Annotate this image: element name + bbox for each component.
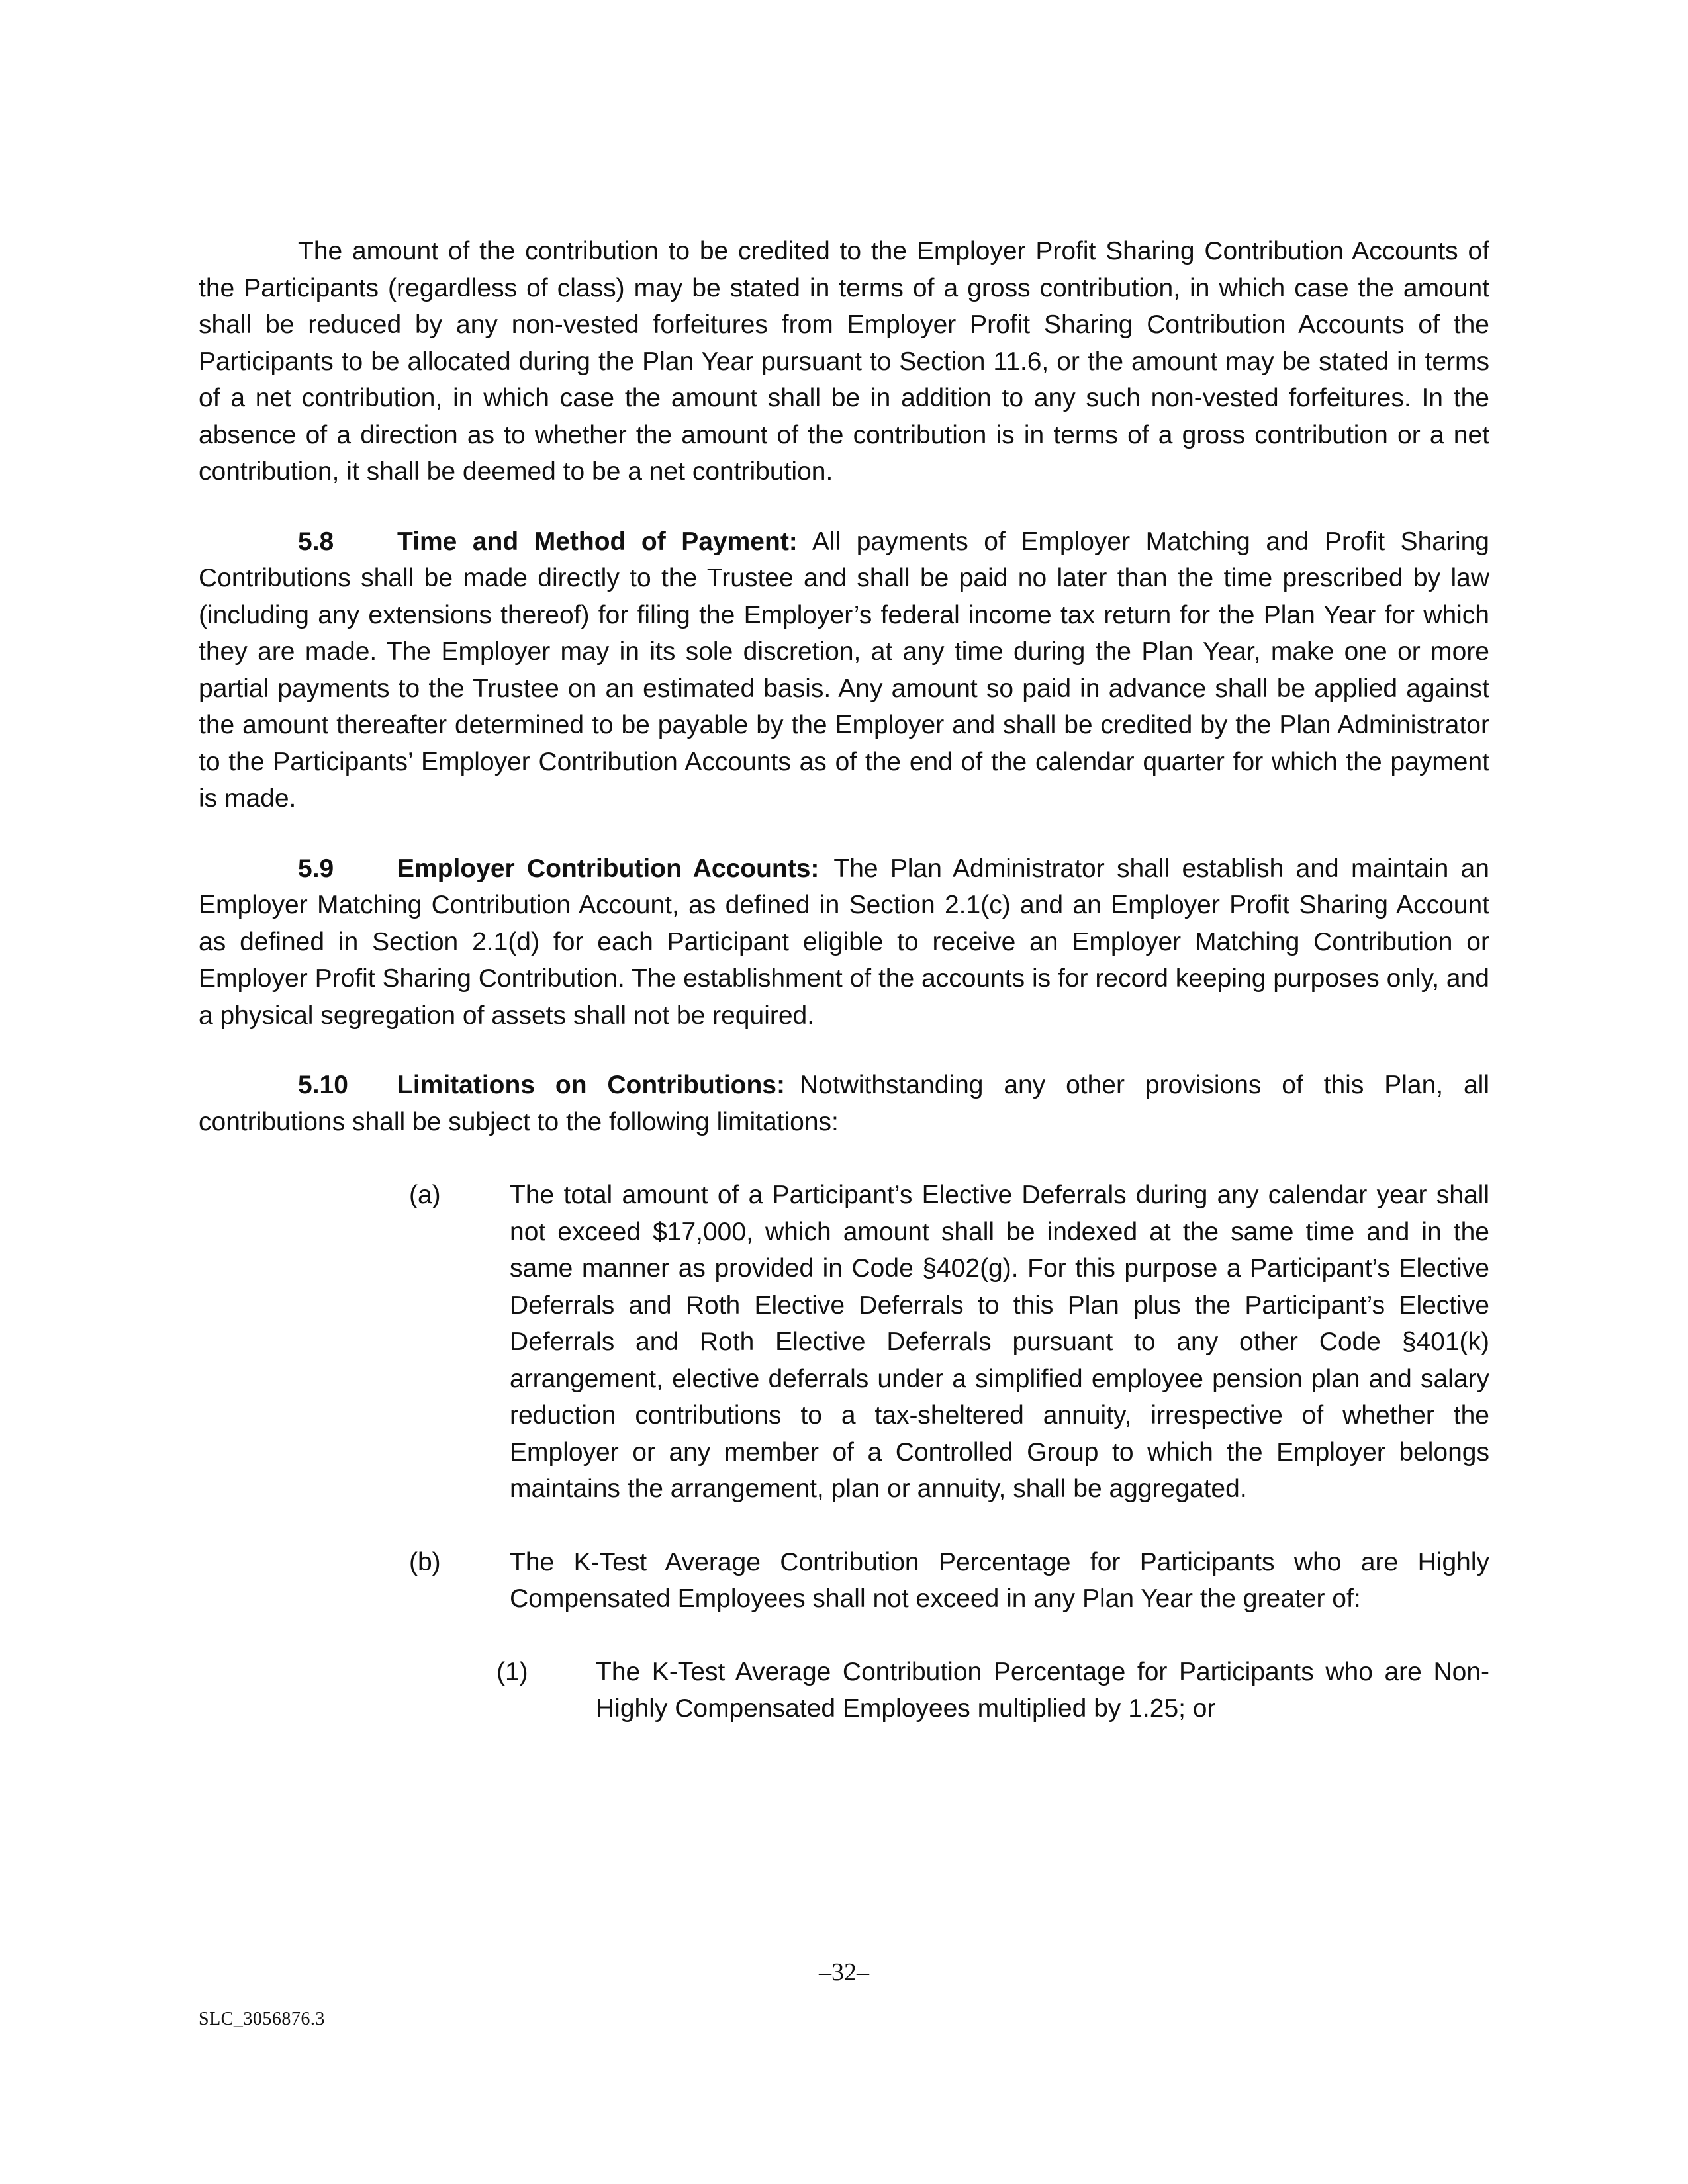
section-number: 5.10 — [298, 1071, 348, 1099]
section-number: 5.9 — [298, 854, 334, 883]
section-title: Employer Contribution Accounts: — [397, 854, 820, 883]
section-number: 5.8 — [298, 527, 334, 556]
section-5-8 — [199, 523, 1489, 817]
page-number: –32– — [819, 1958, 869, 1986]
list-item-label: (a) — [409, 1181, 441, 1209]
list-item-text: The K-Test Average Contribution Percentage for Participants who are Non-Highly Compensated Employees multiplied by 1.25; or — [596, 1657, 1489, 1723]
section-title: Limitations on Contributions: — [397, 1071, 785, 1099]
list-item-label: (1) — [496, 1657, 528, 1686]
section-text: All payments of Employer Matching and Profit Sharing Contributions shall be made directly to the Trustee and shall be paid no later than the time prescribed by law (including any extensions thereof) for filing the Employer’s federal income tax return for the Plan Year for which they are made. The Employer may in its sole discretion, at any time during the Plan Year, make one or more partial payments to the Trustee on an estimated basis. Any amount so paid in advance shall be applied against the amount thereafter determined to be payable by the Employer and shall be credited by the Plan Administrator to the Participants’ Employer Contribution Accounts as of the end of the calendar quarter for which the payment is made. — [199, 527, 1490, 813]
section-title: Time and Method of Payment: — [397, 527, 798, 556]
section-text: Notwithstanding any other provisions of this Plan, all contributions shall be subject to the following limitations: — [199, 1071, 1489, 1136]
intro-paragraph: The amount of the contribution to be credited to the Employer Profit Sharing Contribution Accounts of the Participants (regardless of class) may be stated in terms of a gross contribution, in which case the amount shall be reduced by any non-vested forfeitures from Employer Profit Sharing Contribution Accounts of the Participants to be allocated during the Plan Year pursuant to Section 11.6, or the amount may be stated in terms of a net contribution, in which case the amount shall be in addition to any such non-vested forfeitures. In the absence of a direction as to whether the amount of the contribution is in terms of a gross contribution or a net contribution, it shall be deemed to be a net contribution. — [199, 237, 1489, 486]
list-item-b-1 — [199, 1654, 1489, 1727]
section-text: The Plan Administrator shall establish and maintain an Employer Matching Contribution Account, as defined in Section 2.1(c) and an Employer Profit Sharing Account as defined in Section 2.1(d) for each Participant eligible to receive an Employer Matching Contribution or Employer Profit Sharing Contribution. The establishment of the accounts is for record keeping purposes only, and a physical segregation of assets shall not be required. — [199, 854, 1489, 1030]
list-item-text: The K-Test Average Contribution Percentage for Participants who are Highly Compensated Employees shall not exceed in any Plan Year the greater of: — [510, 1547, 1489, 1613]
list-item-label: (b) — [409, 1547, 441, 1576]
list-item-a — [199, 1177, 1489, 1508]
document-id: SLC_3056876.3 — [199, 2009, 325, 2029]
section-5-10 — [199, 1067, 1489, 1140]
list-item-b — [199, 1544, 1489, 1617]
section-5-9 — [199, 850, 1489, 1034]
list-item-text: The total amount of a Participant’s Elective Deferrals during any calendar year shall not exceed $17,000, which amount shall be indexed at the same time and in the same manner as provided in Code §402(g). For this purpose a Participant’s Elective Deferrals and Roth Elective Deferrals to this Plan plus the Participant’s Elective Deferrals and Roth Elective Deferrals pursuant to any other Code §401(k) arrangement, elective deferrals under a simplified employee pension plan and salary reduction contributions to a tax-sheltered annuity, irrespective of whether the Employer or any member of a Controlled Group to which the Employer belongs maintains the arrangement, plan or annuity, shall be aggregated. — [510, 1181, 1489, 1503]
document-body — [199, 233, 1489, 1727]
